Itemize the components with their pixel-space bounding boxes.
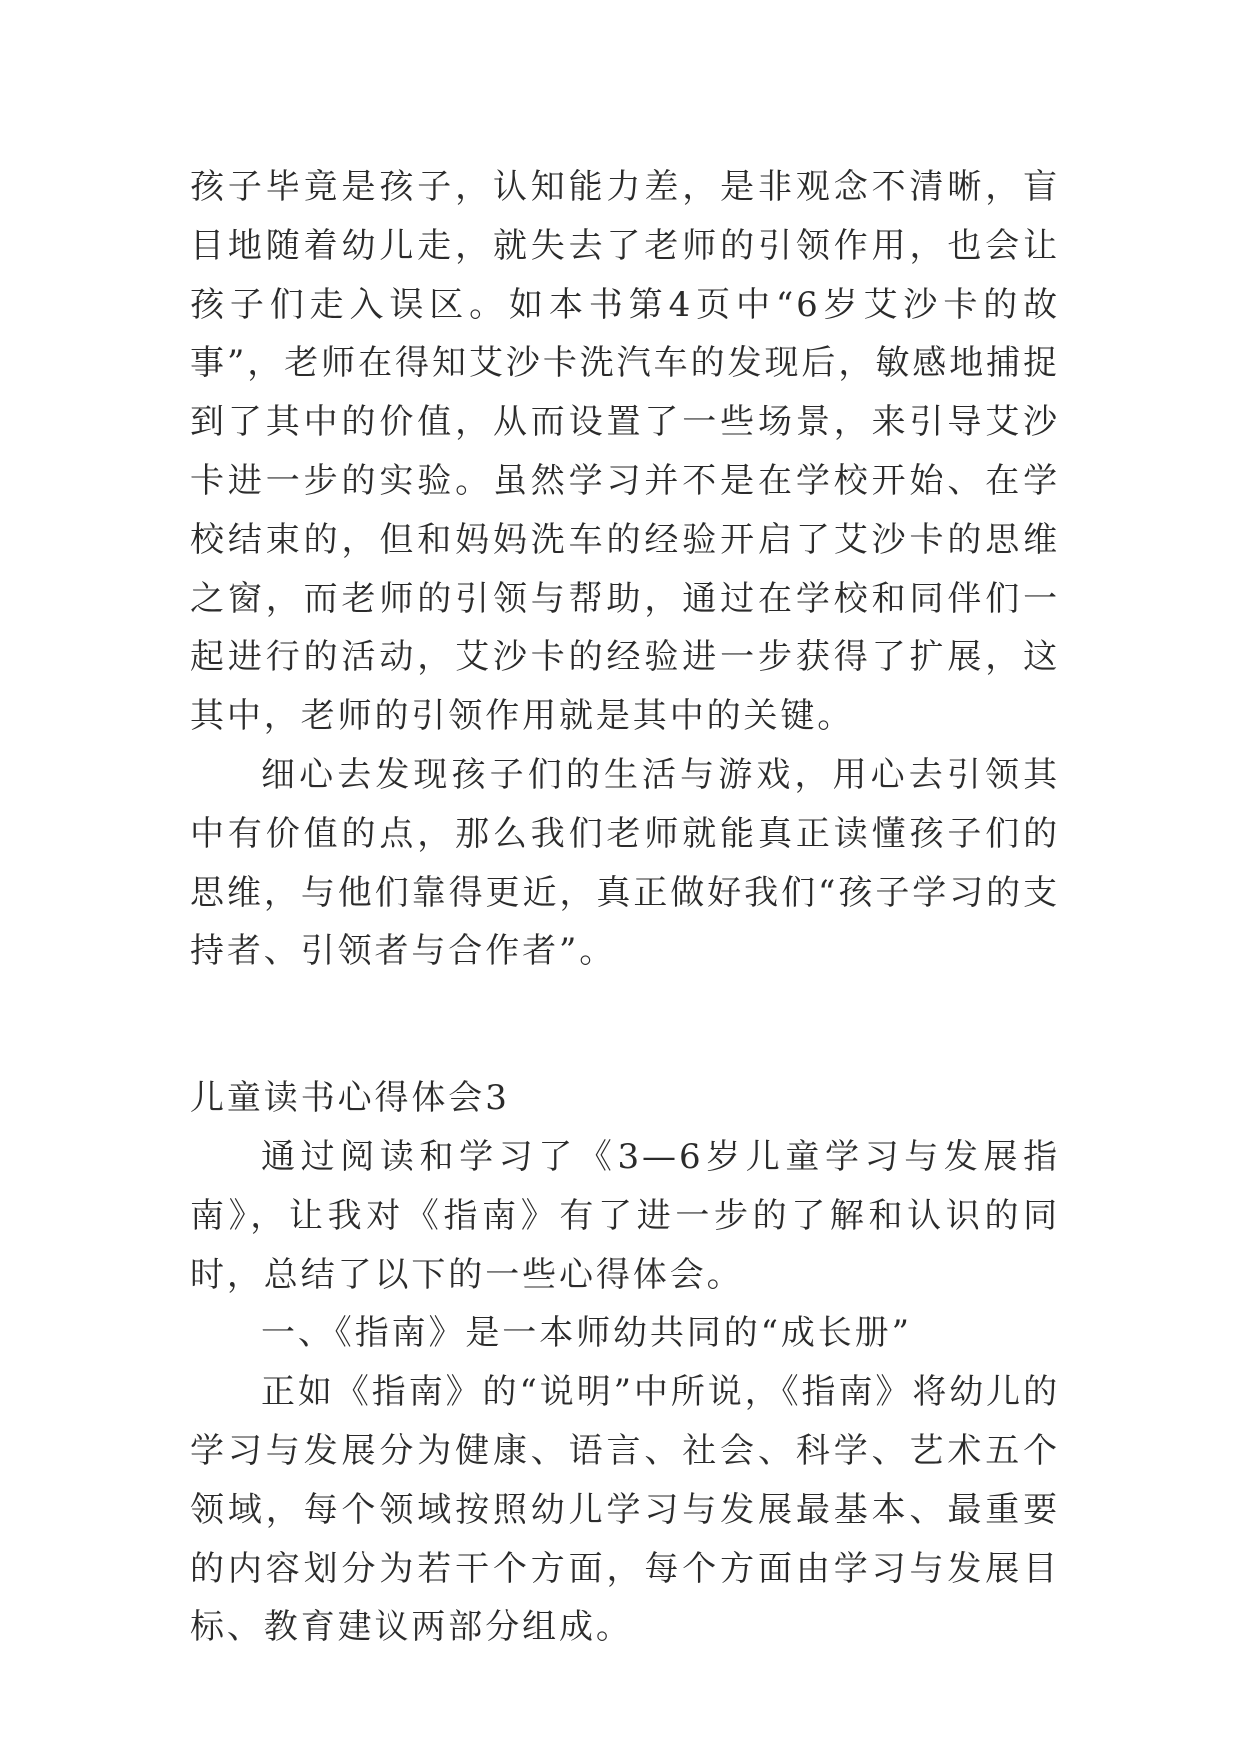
document-body <box>190 158 1060 1657</box>
subheading: 一、《指南》是一本师幼共同的“成长册” <box>261 1313 912 1354</box>
body-paragraph: 细心去发现孩子们的生活与游戏，用心去引领其中有价值的点，那么我们老师就能真正读懂孩子们的思维，与他们靠得更近，真正做好我们“孩子学习的支持者、引领者与合作者”。 <box>190 754 1060 972</box>
body-paragraph: 孩子毕竟是孩子，认知能力差，是非观念不清晰，盲目地随着幼儿走，就失去了老师的引领作用，也会让孩子们走入误区。如本书第4页中“6岁艾沙卡的故事”，老师在得知艾沙卡洗汽车的发现后，敏感地捕捉到了其中的价值，从而设置了一些场景，来引导艾沙卡进一步的实验。虽然学习并不是在学校开始、在学校结束的，但和妈妈洗车的经验开启了艾沙卡的思维之窗，而老师的引领与帮助，通过在学校和同伴们一起进行的活动，艾沙卡的经验进一步获得了扩展，这其中，老师的引领作用就是其中的关键。 <box>190 167 1060 737</box>
body-paragraph: 正如《指南》的“说明”中所说，《指南》将幼儿的学习与发展分为健康、语言、社会、科学、艺术五个领域，每个领域按照幼儿学习与发展最基本、最重要的内容划分为若干个方面，每个方面由学习与发展目标、教育建议两部分组成。 <box>190 1372 1060 1648</box>
section-title: 儿童读书心得体会3 <box>190 1078 510 1119</box>
body-paragraph: 通过阅读和学习了《3—6岁儿童学习与发展指南》，让我对《指南》有了进一步的了解和认识的同时，总结了以下的一些心得体会。 <box>190 1136 1060 1295</box>
